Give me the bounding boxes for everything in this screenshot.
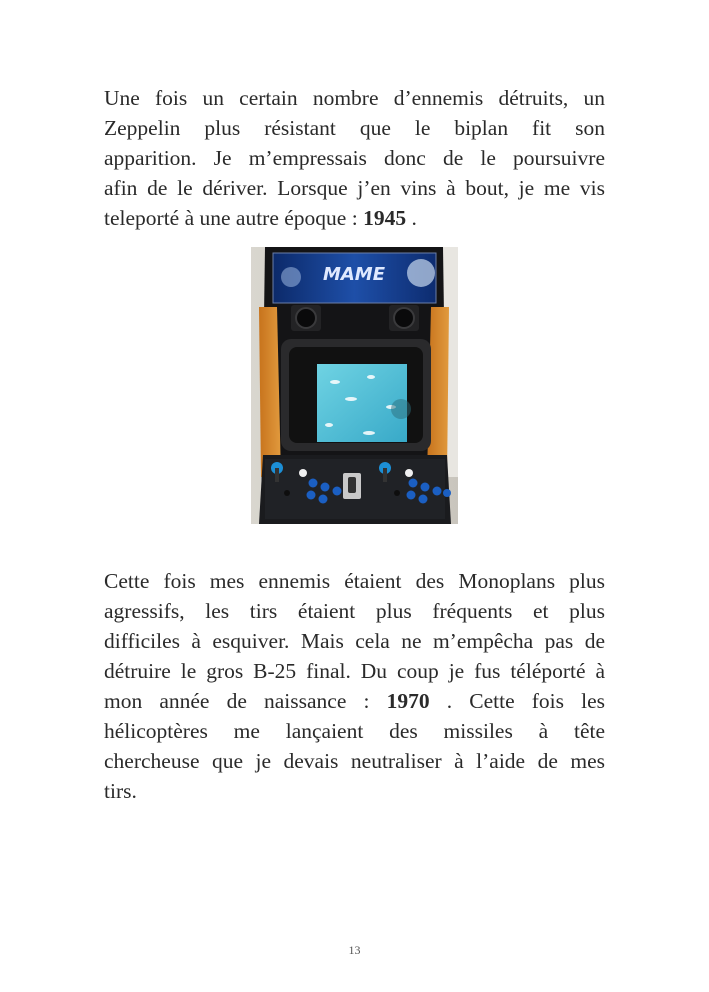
paragraph-1 xyxy=(104,83,605,233)
text-segment: . xyxy=(406,206,417,230)
text-line: afin de le dériver. Lorsque j’en vins à bout, je me vis xyxy=(104,176,605,200)
text-line: détruire le gros B-25 final. Du coup je fus téléporté à xyxy=(104,659,605,683)
text-segment: mon année de naissance : xyxy=(104,689,387,713)
text-line: Une fois un certain nombre d’ennemis détruits, un xyxy=(104,86,605,110)
text-line: hélicoptères me lançaient des missiles à tête xyxy=(104,719,605,743)
text-line: Cette fois mes ennemis étaient des Monoplans plus xyxy=(104,569,605,593)
paragraph-2 xyxy=(104,566,605,806)
text-line: difficiles à esquiver. Mais cela ne m’empêcha pas de xyxy=(104,629,605,653)
text-line: chercheuse que je devais neutraliser à l’aide de mes xyxy=(104,749,605,773)
text-line: tirs. xyxy=(104,779,137,803)
text-segment: teleporté à une autre époque : xyxy=(104,206,364,230)
arcade-cabinet-photo xyxy=(251,247,458,524)
text-line: agressifs, les tirs étaient plus fréquents et plus xyxy=(104,599,605,623)
text-line xyxy=(104,686,605,716)
text-line: apparition. Je m’empressais donc de le poursuivre xyxy=(104,146,605,170)
marquee-logo: MAME xyxy=(322,264,386,285)
text-line: Zeppelin plus résistant que le biplan fit son xyxy=(104,116,605,140)
text-line xyxy=(104,203,605,233)
year-1945: 1945 xyxy=(363,206,407,230)
page-number: 13 xyxy=(348,943,361,957)
text-segment: . Cette fois les xyxy=(429,689,605,713)
year-1970: 1970 xyxy=(386,689,430,713)
